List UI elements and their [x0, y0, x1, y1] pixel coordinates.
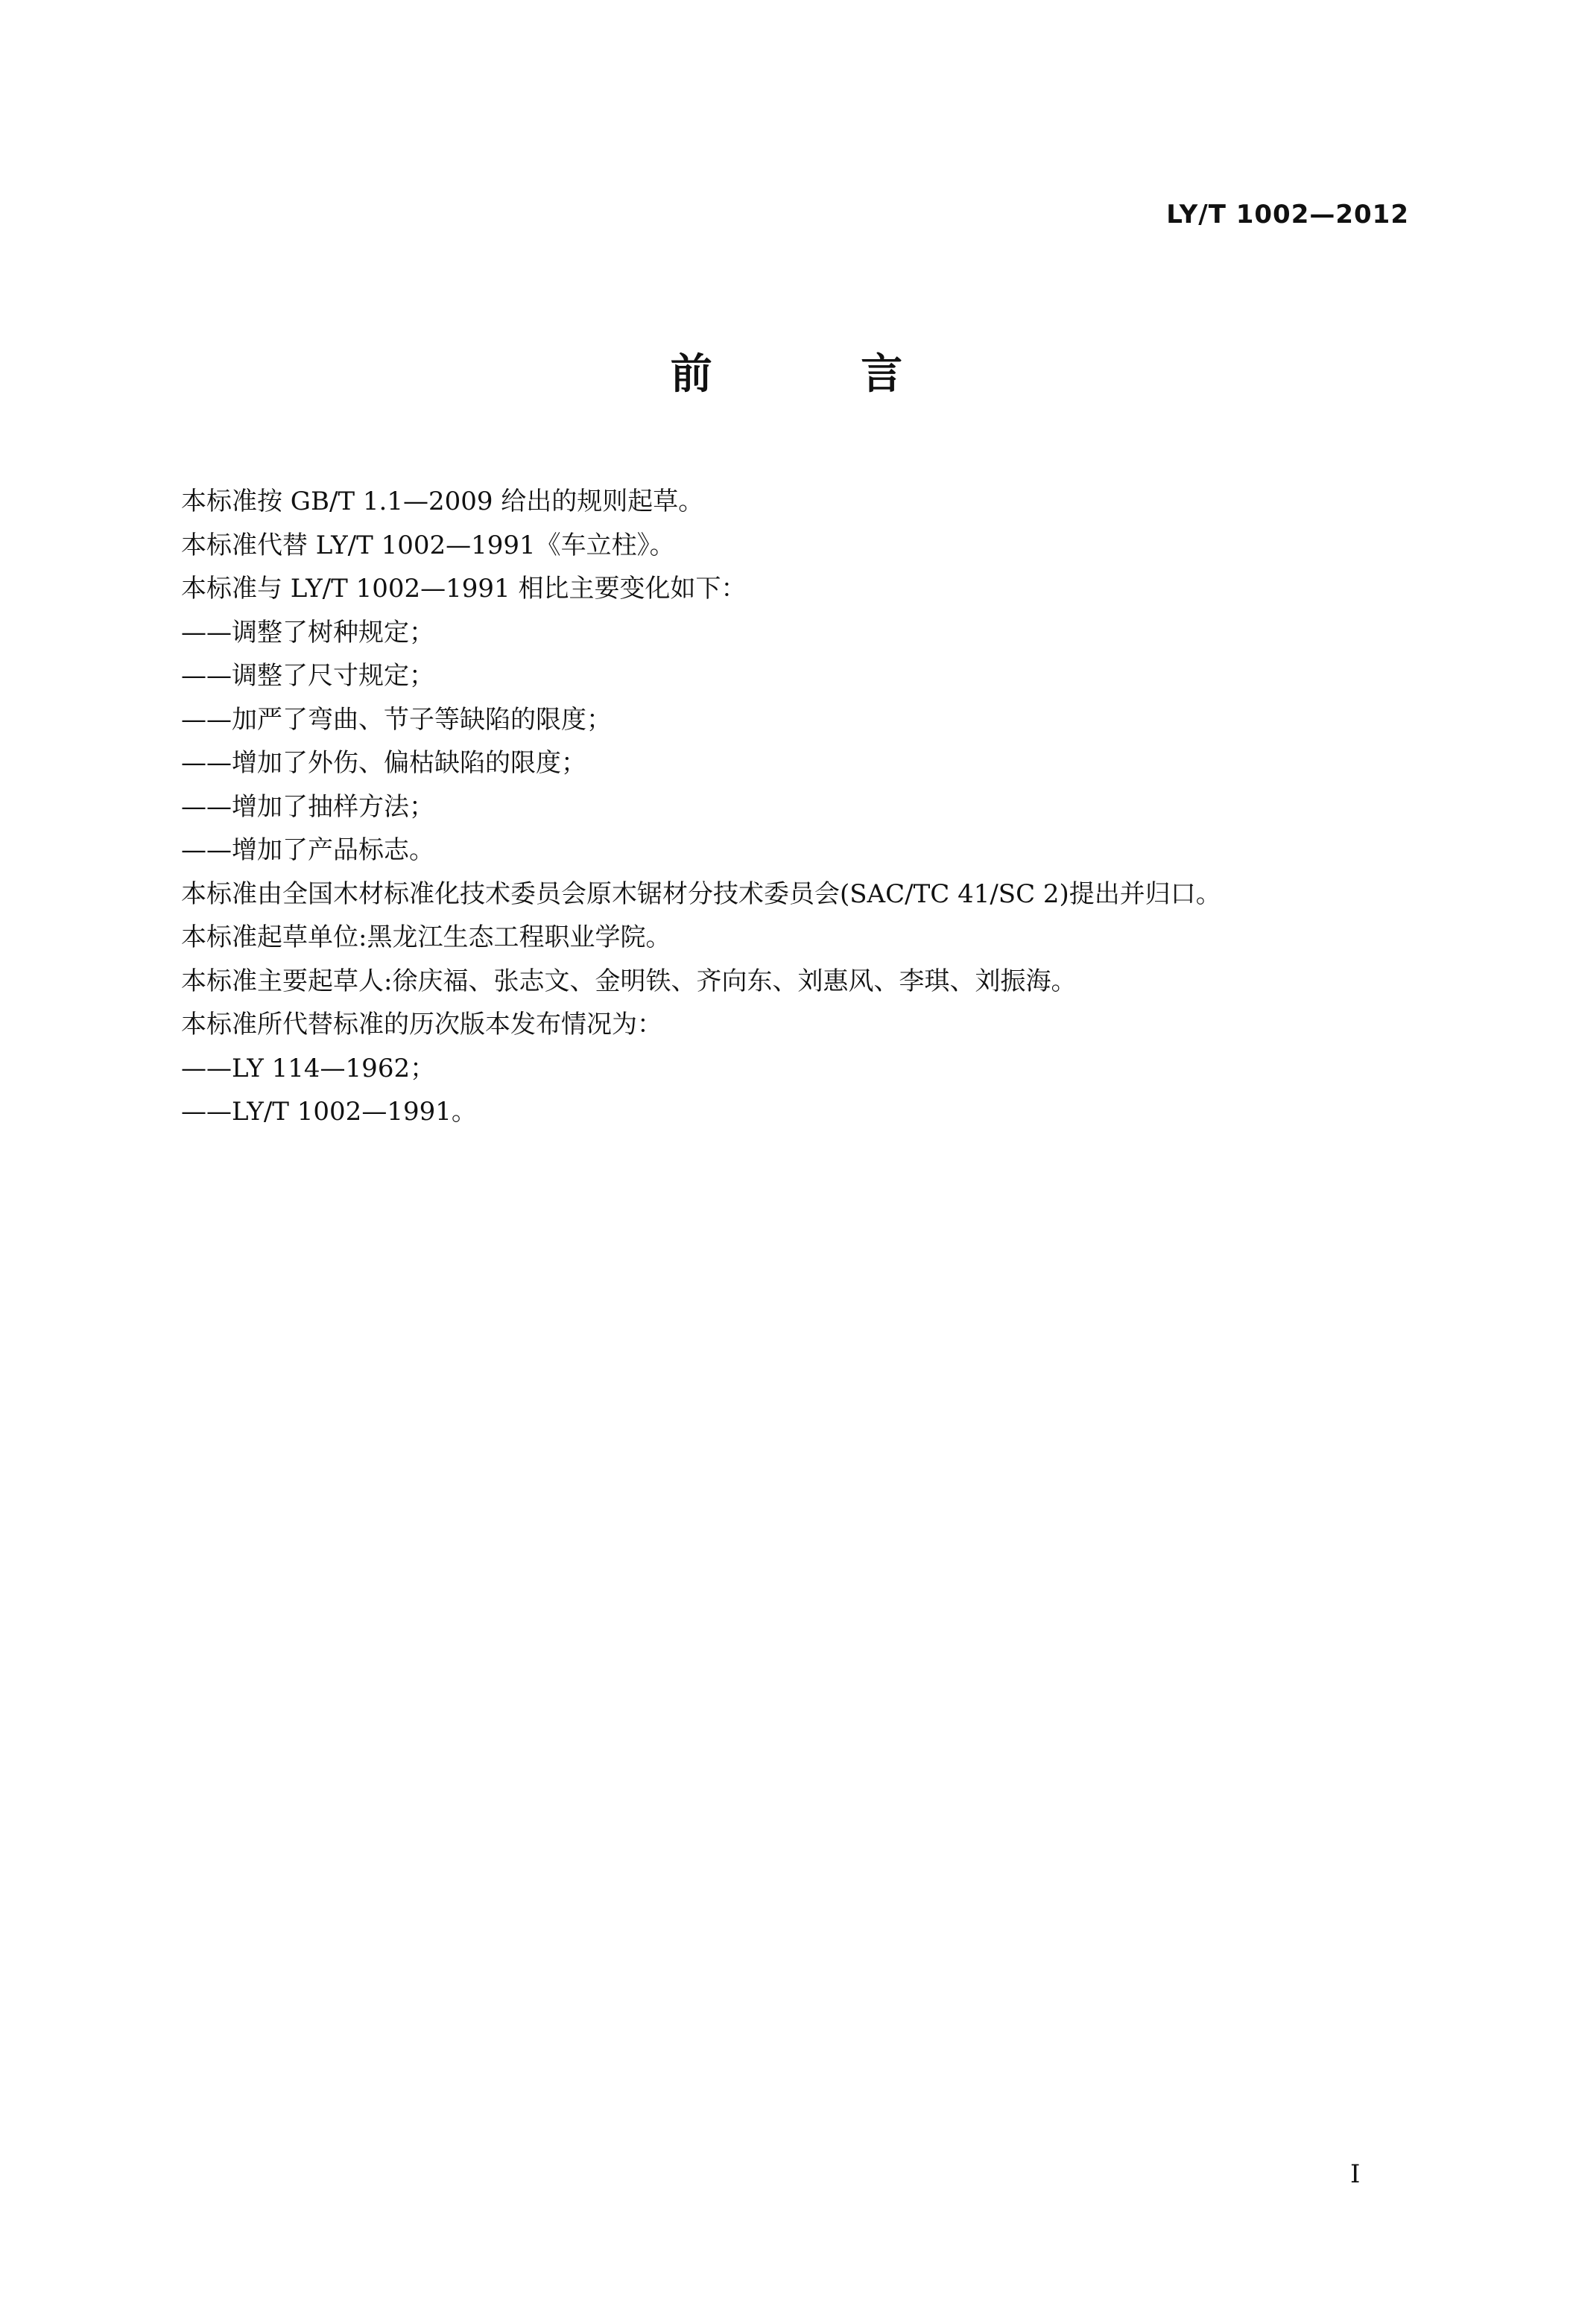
paragraph-replaces: 本标准代替 LY/T 1002—1991《车立柱》。 [181, 530, 675, 560]
change-item: ——加严了弯曲、节子等缺陷的限度； [181, 704, 612, 735]
page-title: 前 言 [670, 350, 970, 399]
page-number: I [1350, 2159, 1361, 2189]
paragraph-proposer: 本标准由全国木材标准化技术委员会原木锯材分技术委员会(SAC/TC 41/SC 2)提出并归口。 [181, 878, 1221, 909]
change-item: ——增加了抽样方法； [181, 791, 434, 822]
change-item: ——增加了产品标志。 [181, 835, 434, 865]
standard-number: LY/T 1002—2012 [1166, 200, 1409, 229]
foreword-body [181, 480, 1403, 1134]
history-item: ——LY 114—1962； [181, 1053, 436, 1083]
paragraph-drafters: 本标准主要起草人:徐庆福、张志文、金明铁、齐向东、刘惠风、李琪、刘振海。 [181, 966, 1077, 996]
paragraph-history-intro: 本标准所代替标准的历次版本发布情况为： [181, 1010, 662, 1039]
paragraph-drafting-unit: 本标准起草单位:黑龙江生态工程职业学院。 [181, 922, 671, 952]
change-item: ——调整了树种规定； [181, 617, 434, 648]
change-item: ——增加了外伤、偏枯缺陷的限度； [181, 748, 586, 778]
paragraph-drafting-rules: 本标准按 GB/T 1.1—2009 给出的规则起草。 [181, 487, 704, 516]
paragraph-changes-intro: 本标准与 LY/T 1002—1991 相比主要变化如下： [181, 574, 747, 604]
change-item: ——调整了尺寸规定； [181, 661, 434, 691]
history-item: ——LY/T 1002—1991。 [181, 1097, 477, 1127]
